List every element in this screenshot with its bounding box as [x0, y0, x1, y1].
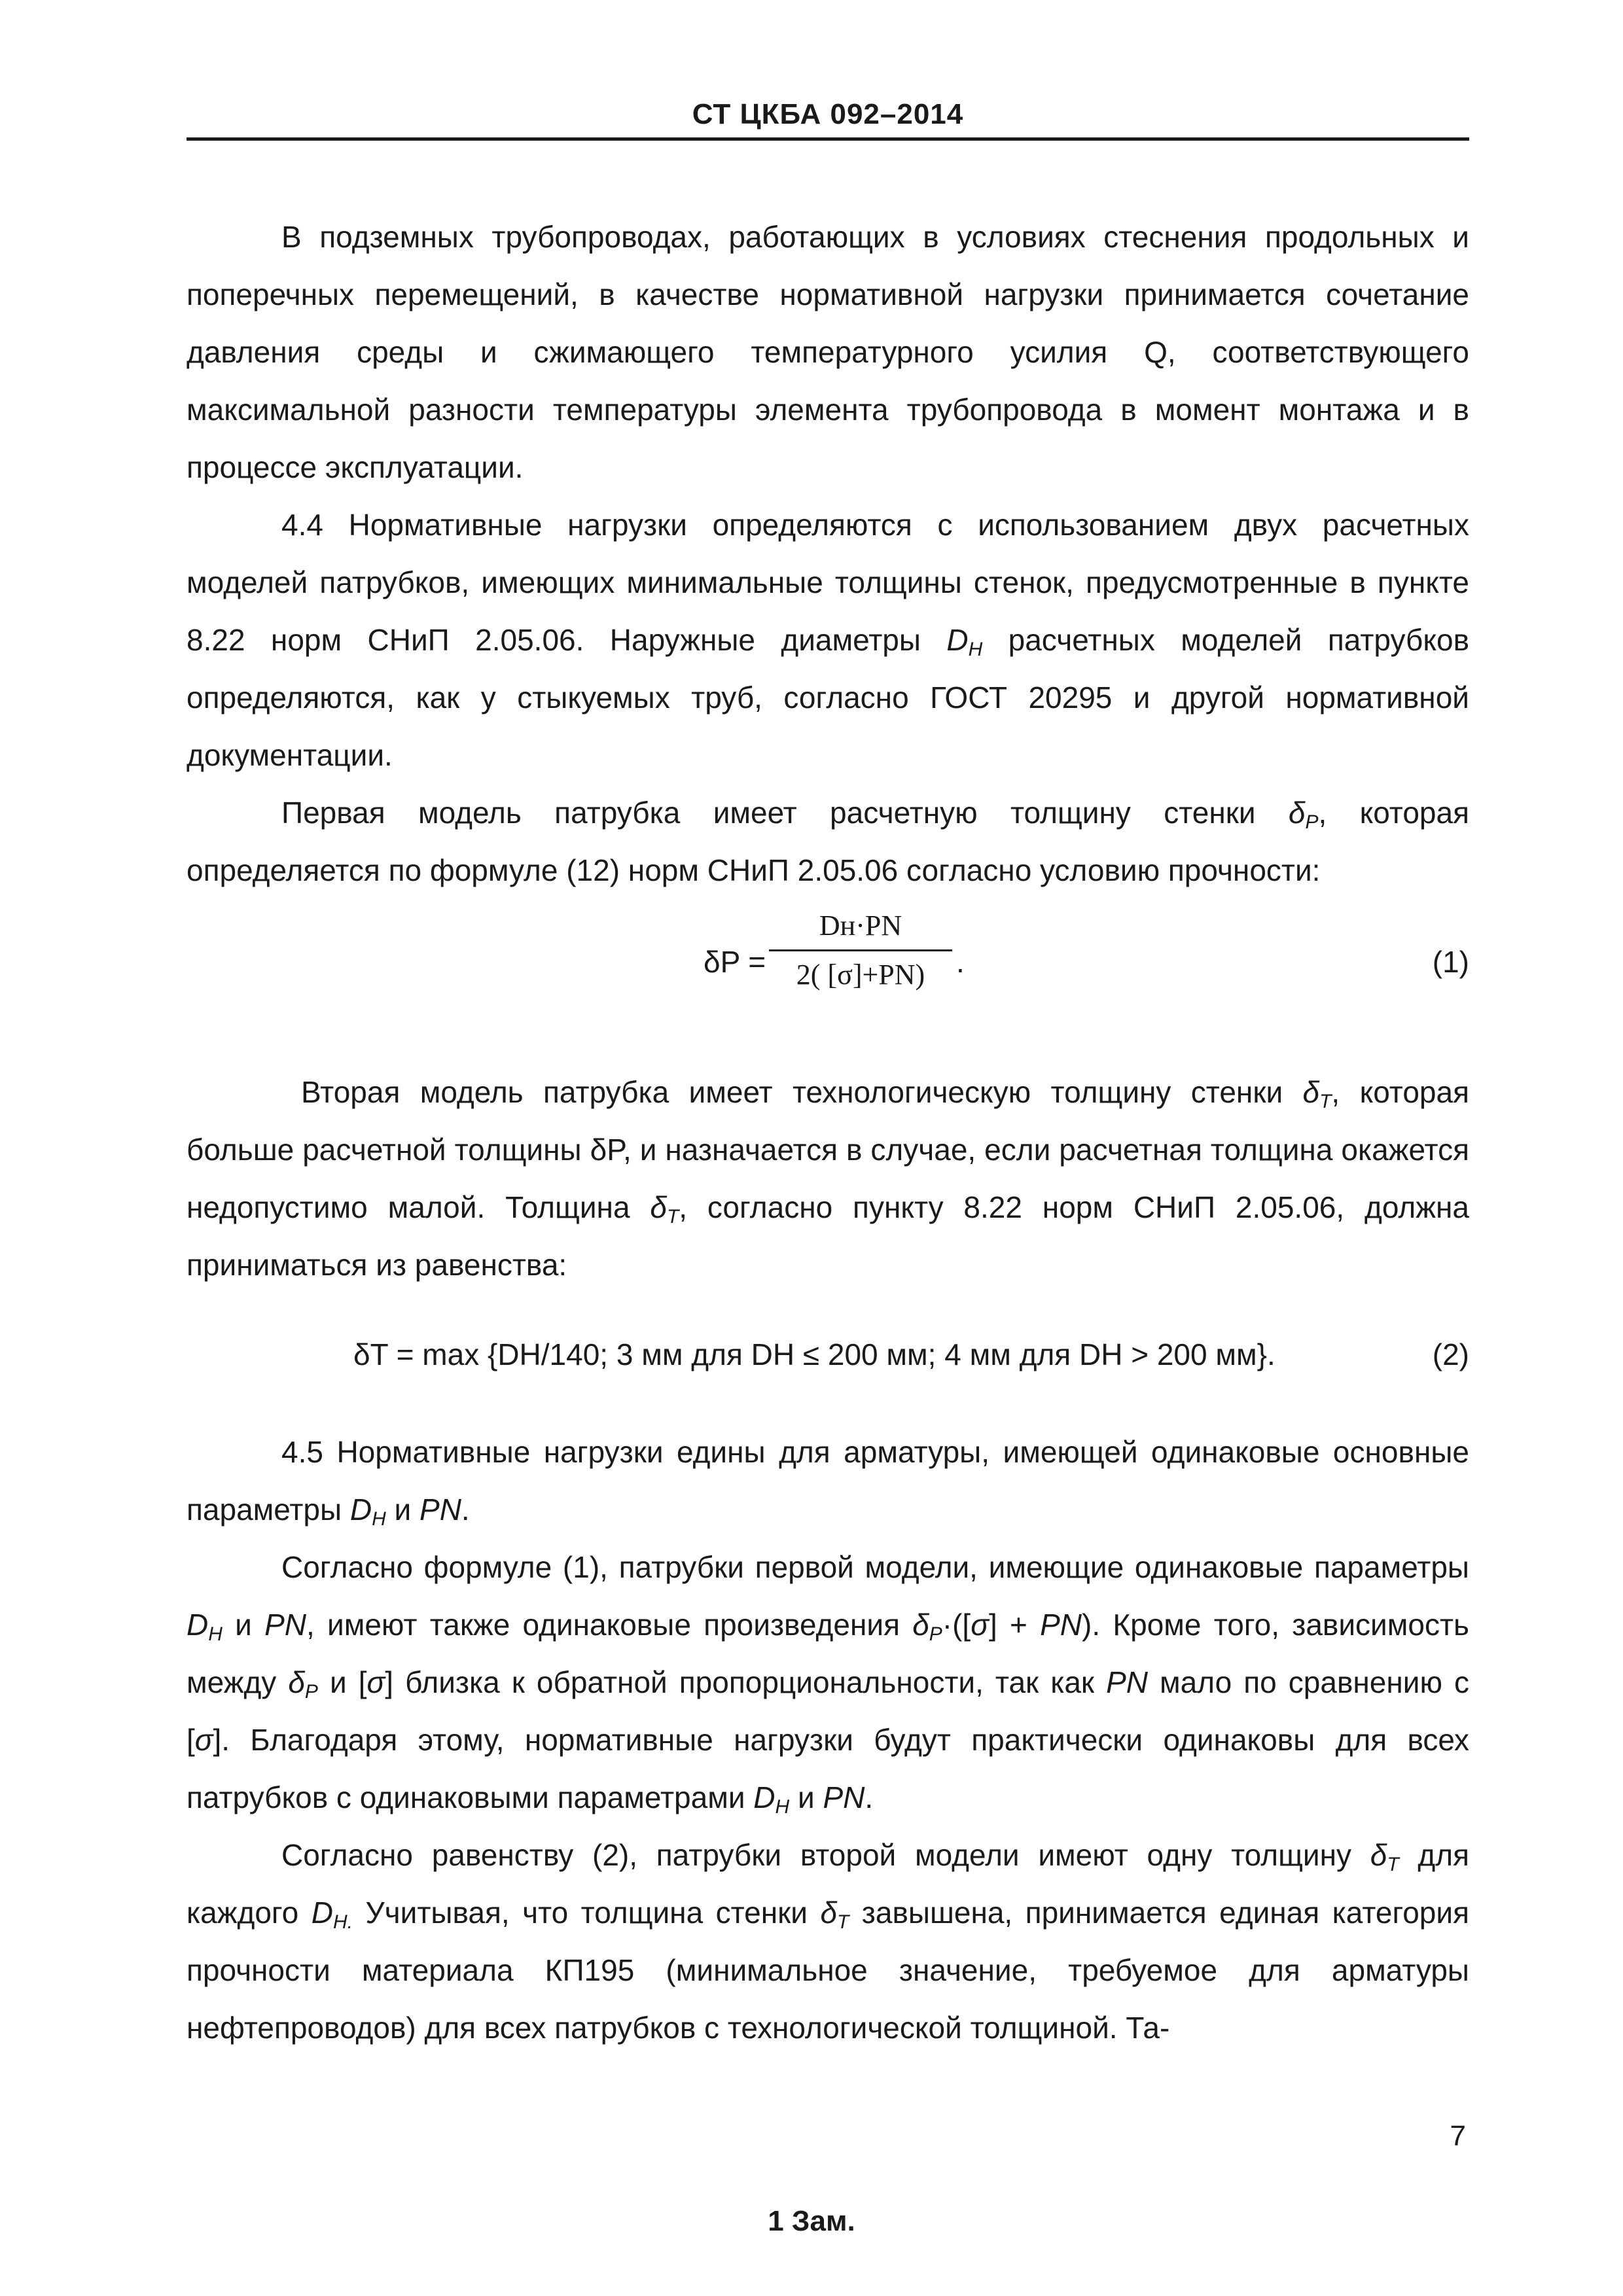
formula-1-lhs: δP = [704, 945, 766, 979]
formula-1 [187, 906, 1469, 1024]
header-rule [187, 137, 1469, 141]
formula-2-expression: δT = max {DH/140; 3 мм для DH ≤ 200 мм; 4 мм для DH > 200 мм}. [353, 1337, 1275, 1371]
text-block-2 [187, 1063, 1469, 1294]
paragraph-first-model: Первая модель патрубка имеет расчетную толщину стенки $\delta_P$, которая определяется по формуле (12) норм СНиП 2.05.06 согласно условию прочности: [187, 796, 1470, 887]
paragraph-second-model: Вторая модель патрубка имеет технологическую толщину стенки $\delta_T$, которая больше расчетной толщины δP, и назначается в случае, если расчетная толщина окажется недопустимо малой. Толщина $\delta_T$, согласно пункту 8.22 норм СНиП 2.05.06, должна приниматься из равенства: [187, 1075, 1469, 1282]
paragraph-4-5: 4.5 Нормативные нагрузки едины для арматуры, имеющей одинаковые основные параметры $D_H$ и PN. [187, 1435, 1469, 1530]
paragraph-formula-1-consequence: Согласно формуле (1), патрубки первой модели, имеющие одинаковые параметры $D_H$ и PN, имеют также одинаковые произведения $\delta_P\cdot([\sigma] + PN)$. Кроме того, зависимость между $\delta_P$ и [σ] близка к обратной пропорциональности, так как PN мало по сравнению с [σ]. Благодаря этому, нормативные нагрузки будут практически одинаковы для всех патрубков с одинаковыми параметрами $D_H$ и PN. [187, 1550, 1470, 1818]
formula-2 [187, 1328, 1469, 1381]
paragraph-formula-2-consequence: Согласно равенству (2), патрубки второй модели имеют одну толщину $\delta_T$ для каждого $D_{H.}$ Учитывая, что толщина стенки $\delta_T$ завышена, принимается единая категория прочности материала КП195 (минимальное значение, требуемое для арматуры нефтепроводов) для всех патрубков с технологической толщиной. Та- [187, 1838, 1469, 2045]
formula-1-denominator: 2( [σ]+PN) [796, 959, 925, 991]
text-block-3 [187, 1423, 1469, 2057]
page-number: 7 [1450, 2120, 1466, 2152]
paragraph-underground: В подземных трубопроводах, работающих в условиях стеснения продольных и поперечных перемещений, в качестве нормативной нагрузки принимается сочетание давления среды и сжимающего температурного усилия Q, соответствующего максимальной разности температуры элемента трубопровода в момент монтажа и в процессе эксплуатации. [187, 220, 1469, 484]
change-note: 1 Зам. [768, 2205, 855, 2237]
formula-2-number: (2) [1432, 1337, 1469, 1371]
formula-1-number: (1) [1432, 945, 1469, 979]
paragraph-4-4: 4.4 Нормативные нагрузки определяются с использованием двух расчетных моделей патрубков, имеющих минимальные толщины стенок, предусмотренные в пункте 8.22 норм СНиП 2.05.06. Наружные диаметры $D_H$ расчетных моделей патрубков определяются, как у стыкуемых труб, согласно ГОСТ 20295 и другой нормативной документации. [187, 508, 1470, 772]
text-block-1 [187, 208, 1469, 899]
formula-1-numerator: Dн·PN [819, 910, 902, 942]
fraction-bar [769, 949, 952, 951]
formula-1-period: . [956, 945, 965, 979]
formula-1-fraction [769, 906, 952, 995]
document-header: СТ ЦКБА 092–2014 [692, 98, 964, 130]
